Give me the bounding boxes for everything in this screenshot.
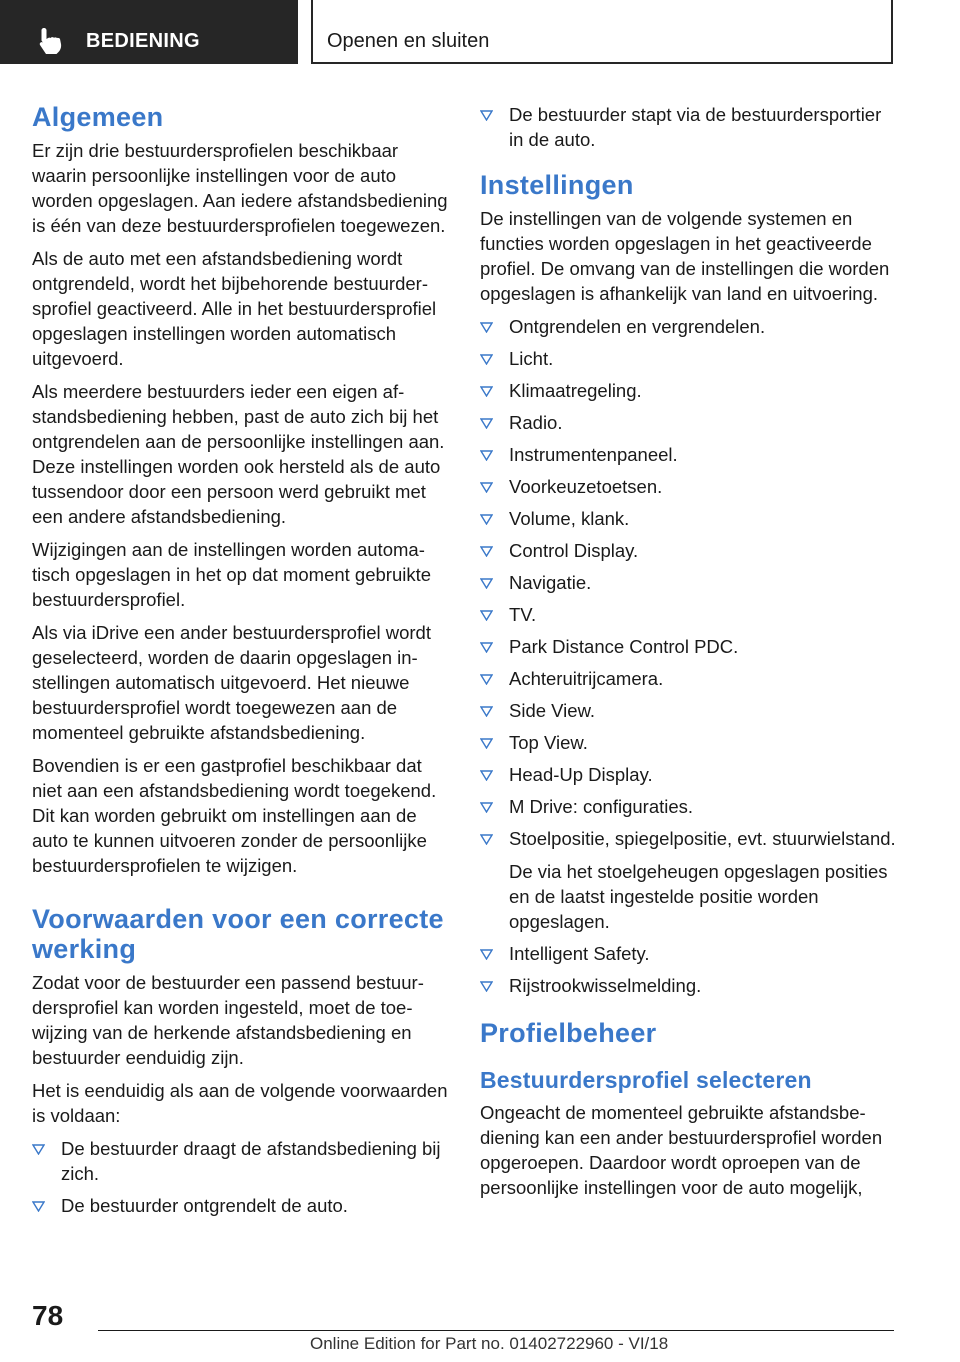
- triangle-bullet-icon: [480, 674, 493, 685]
- list-item-text: Volume, klank.: [509, 508, 630, 529]
- page-header: [0, 0, 960, 66]
- triangle-bullet-icon: [480, 546, 493, 557]
- paragraph: Wijzigingen aan de instellingen worden automatisch opgeslagen in het op dat moment gebruikte bestuurdersprofiel.: [32, 539, 432, 610]
- triangle-bullet-icon: [480, 706, 493, 717]
- subheading-profiel-selecteren: Bestuurdersprofiel selecteren: [480, 1067, 812, 1093]
- triangle-bullet-icon: [480, 642, 493, 653]
- triangle-bullet-icon: [480, 450, 493, 461]
- list-item: [480, 474, 900, 499]
- triangle-bullet-icon: [480, 802, 493, 813]
- list-item: [480, 826, 900, 934]
- heading-profielbeheer: Profielbeheer: [480, 1018, 657, 1048]
- list-item: [480, 102, 900, 152]
- paragraph: De instellingen van de volgende systemen en functies worden opgeslagen in het geactiveerde profiel. De omvang van de instellingen die worden opgeslagen is afhankelijk van land en uitvoering.: [480, 208, 890, 304]
- triangle-bullet-icon: [480, 949, 493, 960]
- triangle-bullet-icon: [480, 770, 493, 781]
- list-item-text: TV.: [509, 604, 537, 625]
- list-item-text: Achteruitrijcamera.: [509, 668, 664, 689]
- list-item-text: De bestuurder ontgrendelt de auto.: [61, 1195, 348, 1216]
- footer-divider: [98, 1330, 894, 1331]
- list-item: [480, 570, 900, 595]
- list-item-text: Head-Up Display.: [509, 764, 653, 785]
- heading-voorwaarden: Voorwaarden voor een correcte werking: [32, 904, 444, 964]
- triangle-bullet-icon: [480, 738, 493, 749]
- list-item: [32, 1193, 450, 1218]
- triangle-bullet-icon: [480, 610, 493, 621]
- list-item: [32, 1136, 450, 1186]
- paragraph: Er zijn drie bestuurdersprofielen beschikbaar waarin persoonlijke instellingen voor de auto worden opgeslagen. Aan iedere afstandsbediening is één van deze bestuurdersprofielen toegewezen.: [32, 140, 448, 236]
- paragraph: Als de auto met een afstandsbediening wordt ontgrendeld, wordt het bijbehorende bestuurdersprofiel geactiveerd. Alle in het bestuurdersprofiel opgeslagen instellingen worden automatisch uitgevoerd.: [32, 248, 437, 369]
- list-item: [480, 973, 900, 998]
- paragraph: Het is eenduidig als aan de volgende voorwaarden is voldaan:: [32, 1080, 448, 1126]
- list-item-text: Voorkeuzetoetsen.: [509, 476, 663, 497]
- hand-touch-icon: [38, 27, 64, 55]
- triangle-bullet-icon: [480, 354, 493, 365]
- list-item: [480, 666, 900, 691]
- heading-algemeen: Algemeen: [32, 102, 164, 132]
- list-item-text: Klimaatregeling.: [509, 380, 642, 401]
- triangle-bullet-icon: [480, 981, 493, 992]
- section-tab: [0, 0, 298, 64]
- list-item: [480, 346, 900, 371]
- list-item-text: De bestuurder draagt de afstandsbediening bij zich.: [61, 1138, 441, 1184]
- paragraph: Zodat voor de bestuurder een passend bestuurdersprofiel kan worden ingesteld, moet de toewijzing van de herkende afstandsbediening en bestuurder eenduidig zijn.: [32, 972, 424, 1068]
- paragraph: Ongeacht de momenteel gebruikte afstandsbediening kan een ander bestuurdersprofiel worden opgeroepen. Daardoor wordt oproepen van de persoonlijke instellingen voor de auto mogelijk,: [480, 1102, 883, 1198]
- list-item-text: Instrumentenpaneel.: [509, 444, 678, 465]
- settings-list: [480, 314, 900, 998]
- list-item: [480, 730, 900, 755]
- section-title: BEDIENING: [86, 30, 200, 52]
- triangle-bullet-icon: [480, 322, 493, 333]
- list-item-text: Intelligent Safety.: [509, 943, 650, 964]
- list-item-text: Side View.: [509, 700, 596, 721]
- list-item-text: Ontgrendelen en vergrendelen.: [509, 316, 766, 337]
- condition-list: [32, 1136, 450, 1218]
- triangle-bullet-icon: [32, 1201, 45, 1212]
- chapter-title: Openen en sluiten: [327, 30, 490, 52]
- list-item: [480, 698, 900, 723]
- triangle-bullet-icon: [480, 834, 493, 845]
- left-column: [32, 102, 450, 1226]
- list-item-subtext: De via het stoelgeheugen opgeslagen posities en de laatst ingestelde positie worden opgeslagen.: [509, 861, 888, 932]
- list-item: [480, 794, 900, 819]
- list-item: [480, 410, 900, 435]
- triangle-bullet-icon: [32, 1144, 45, 1155]
- list-item-text: Stoelpositie, spiegelpositie, evt. stuurwielstand.: [509, 828, 896, 849]
- list-item: [480, 634, 900, 659]
- list-item: [480, 442, 900, 467]
- list-item: [480, 378, 900, 403]
- triangle-bullet-icon: [480, 578, 493, 589]
- page-number: 78: [32, 1300, 64, 1331]
- footer-edition: Online Edition for Part no. 01402722960 - VI/18: [310, 1334, 669, 1353]
- list-item-text: De bestuurder stapt via de bestuurdersportier in de auto.: [509, 104, 882, 150]
- triangle-bullet-icon: [480, 386, 493, 397]
- condition-list-continued: [480, 102, 900, 152]
- list-item-text: M Drive: configuraties.: [509, 796, 694, 817]
- right-column: [480, 102, 900, 1208]
- list-item: [480, 506, 900, 531]
- heading-instellingen: Instellingen: [480, 170, 634, 200]
- paragraph: Als meerdere bestuurders ieder een eigen afstandsbediening hebben, past de auto zich bij het ontgrendelen aan de persoonlijke instellingen aan. Deze instellingen worden ook hersteld als de auto tussendoor door een persoon werd gebruikt met een andere afstandsbediening.: [32, 381, 445, 527]
- list-item-text: Control Display.: [509, 540, 639, 561]
- list-item: [480, 602, 900, 627]
- list-item: [480, 762, 900, 787]
- list-item: [480, 538, 900, 563]
- list-item-text: Licht.: [509, 348, 554, 369]
- triangle-bullet-icon: [480, 110, 493, 121]
- list-item-text: Radio.: [509, 412, 563, 433]
- list-item-text: Rijstrookwisselmelding.: [509, 975, 702, 996]
- paragraph: Als via iDrive een ander bestuurdersprofiel wordt geselecteerd, worden de daarin opgeslagen instellingen automatisch uitgevoerd. Het nieuwe bestuurdersprofiel wordt toegewezen aan de momenteel gebruikte afstandsbediening.: [32, 622, 431, 743]
- triangle-bullet-icon: [480, 418, 493, 429]
- triangle-bullet-icon: [480, 514, 493, 525]
- list-item-text: Top View.: [509, 732, 588, 753]
- list-item-text: Park Distance Control PDC.: [509, 636, 739, 657]
- list-item: [480, 314, 900, 339]
- chapter-tab: [311, 0, 893, 64]
- list-item-text: Navigatie.: [509, 572, 592, 593]
- list-item: [480, 941, 900, 966]
- paragraph: Bovendien is er een gastprofiel beschikbaar dat niet aan een afstandsbediening wordt toegekend. Dit kan worden gebruikt om instellingen aan de auto te kunnen uitvoeren zonder de persoonlijke bestuurdersprofielen te wijzigen.: [32, 755, 437, 876]
- triangle-bullet-icon: [480, 482, 493, 493]
